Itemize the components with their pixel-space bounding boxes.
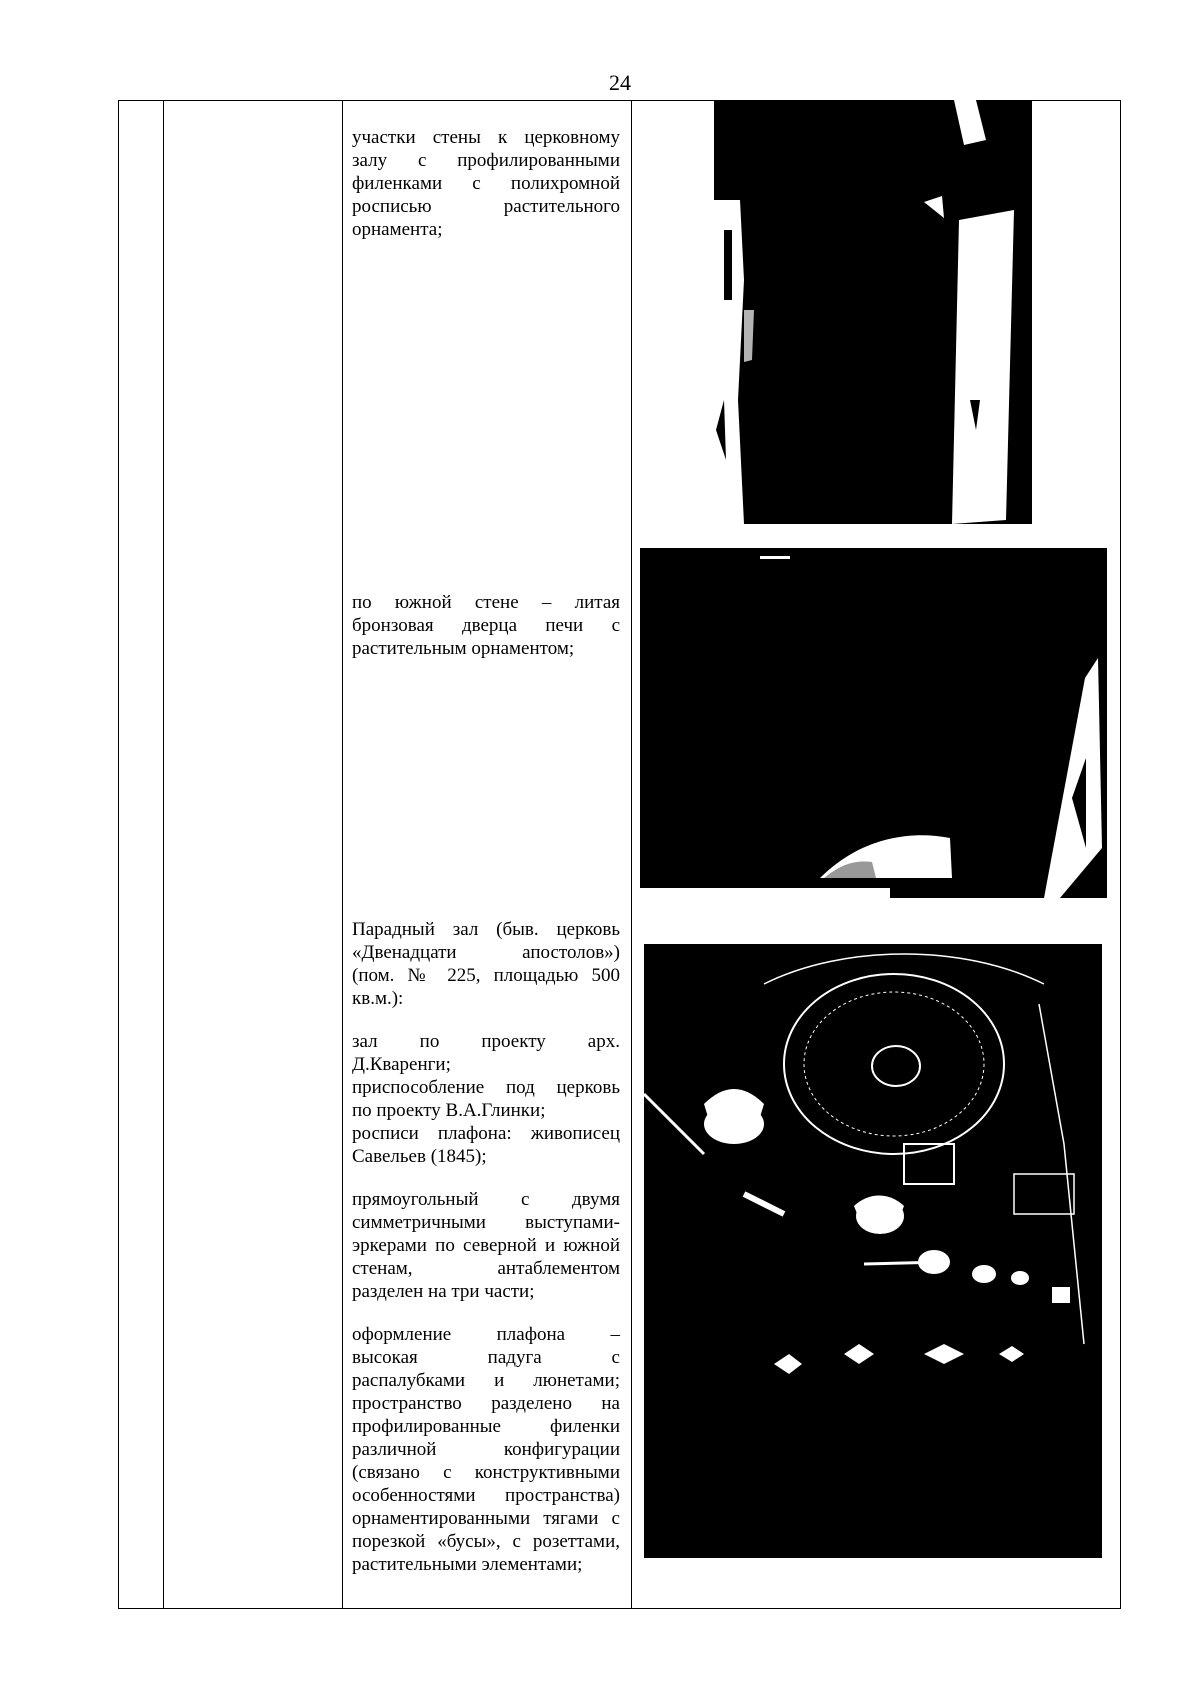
text-line: «Двенадцати апостолов»)	[352, 942, 620, 963]
text-line: профилированные филенки	[352, 1416, 620, 1437]
text-line: росписи плафона: живописец	[352, 1123, 620, 1144]
text-line: оформление плафона –	[352, 1324, 620, 1345]
text-line: филенками с полихромной	[352, 173, 620, 194]
text-line: разделен на три части;	[352, 1281, 535, 1302]
text-line: орнаментированными тягами с	[352, 1508, 620, 1529]
hall-ceiling-image	[644, 944, 1102, 1558]
hall-ceiling-photo	[644, 944, 1102, 1558]
text-line: кв.м.):	[352, 988, 404, 1009]
text-line: растительным орнаментом;	[352, 638, 575, 659]
column-divider	[631, 101, 632, 1608]
column-divider	[163, 101, 164, 1608]
text-line: высокая падуга с	[352, 1347, 620, 1368]
stove-door-image	[640, 548, 1107, 898]
text-line: стенам, антаблементом	[352, 1258, 620, 1279]
text-line: (пом. № 225, площадью 500	[352, 965, 620, 986]
text-line: (связано с конструктивными	[352, 1462, 620, 1483]
paragraph	[352, 126, 620, 241]
column-divider	[342, 101, 343, 1608]
text-line: особенностями пространства)	[352, 1485, 620, 1506]
text-line: бронзовая дверца печи с	[352, 615, 620, 636]
text-line: различной конфигурации	[352, 1439, 620, 1460]
text-line: Савельев (1845);	[352, 1146, 487, 1167]
text-line: зал по проекту арх.	[352, 1031, 620, 1052]
text-line: пространство разделено на	[352, 1393, 620, 1414]
text-line: прямоугольный с двумя	[352, 1189, 620, 1210]
wall-panels-image	[714, 100, 1032, 524]
text-line: эркерами по северной и южной	[352, 1235, 620, 1256]
text-line: Парадный зал (быв. церковь	[352, 919, 620, 940]
page-number: 24	[609, 70, 631, 95]
paragraph	[352, 1323, 620, 1576]
paragraph	[352, 591, 620, 660]
paragraph	[352, 918, 620, 1010]
stove-door-photo	[640, 548, 1107, 898]
paragraph	[352, 1188, 620, 1303]
wall-panels-photo	[714, 100, 1032, 524]
text-line: участки стены к церковному	[352, 127, 620, 148]
text-line: росписью растительного	[352, 196, 620, 217]
text-line: Д.Кваренги;	[352, 1054, 451, 1075]
entry-1-description	[352, 126, 620, 261]
entry-3-description	[352, 918, 620, 1596]
text-line: приспособление под церковь	[352, 1077, 620, 1098]
text-line: орнамента;	[352, 219, 443, 240]
text-line: залу с профилированными	[352, 150, 620, 171]
paragraph	[352, 1030, 620, 1168]
text-line: по южной стене – литая	[352, 592, 620, 613]
text-line: распалубками и люнетами;	[352, 1370, 620, 1391]
entry-2-description	[352, 591, 620, 680]
text-line: симметричными выступами-	[352, 1212, 620, 1233]
text-line: растительными элементами;	[352, 1554, 583, 1575]
text-line: порезкой «бусы», с розеттами,	[352, 1531, 620, 1552]
text-line: по проекту В.А.Глинки;	[352, 1100, 546, 1121]
